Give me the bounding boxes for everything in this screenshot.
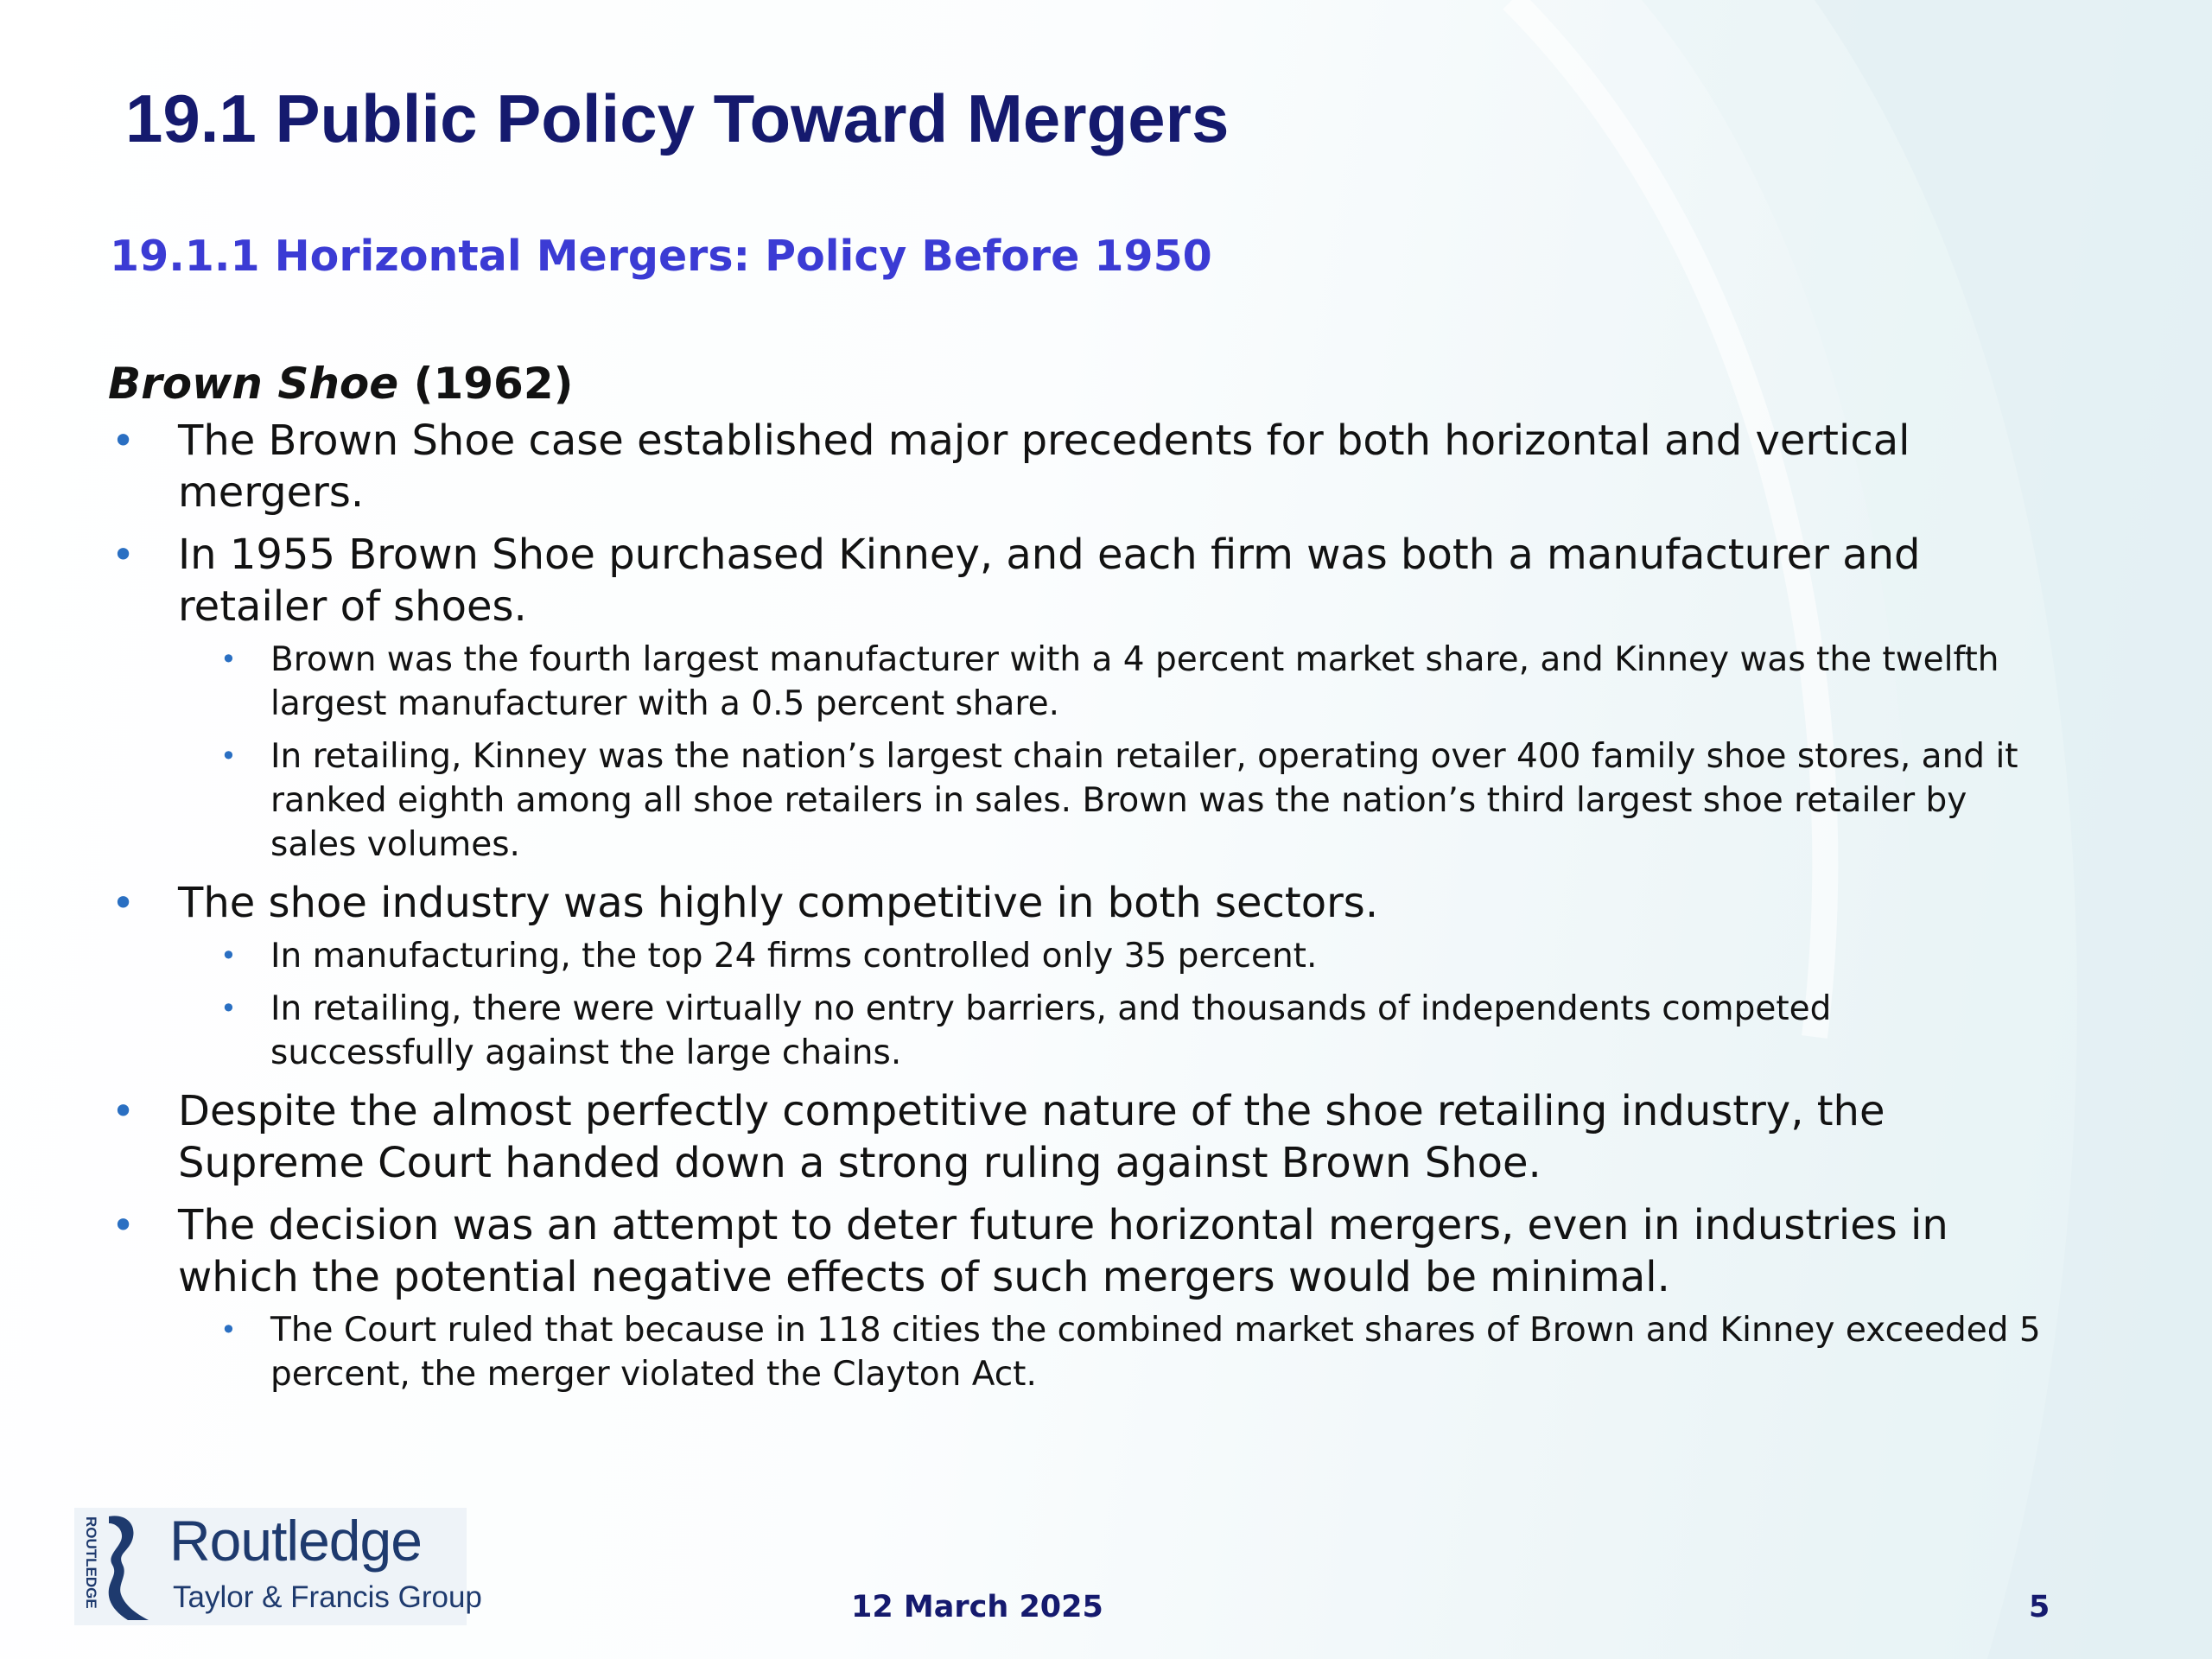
slide-date: 12 March 2025 (851, 1590, 1103, 1624)
bullet-text: The Brown Shoe case established major precedents for both horizontal and vertical mergers. (178, 416, 1910, 517)
bullet-text: In 1955 Brown Shoe purchased Kinney, and each firm was both a manufacturer and retailer of shoes. (178, 531, 1921, 631)
svg-text:ROUTLEDGE: ROUTLEDGE (83, 1516, 99, 1609)
bullet-item (108, 1085, 2044, 1189)
bullet-dot: • (111, 880, 136, 926)
bullet-item (108, 1199, 2044, 1396)
sub-bullet-text: The Court ruled that because in 118 cities the combined market shares of Brown and Kinney exceeded 5 percent, the merger violated the Clayton Act. (270, 1311, 2041, 1394)
bullet-dot: • (111, 1088, 136, 1135)
sub-bullet-text: In retailing, there were virtually no entry barriers, and thousands of independents competed successfully against the large chains. (270, 989, 1832, 1072)
bullet-text: The shoe industry was highly competitive in both sectors. (178, 879, 1379, 927)
page-title: 19.1 Public Policy Toward Mergers (125, 80, 1230, 156)
routledge-emblem-icon (74, 1511, 161, 1624)
sub-bullet-text: In retailing, Kinney was the nation’s largest chain retailer, operating over 400 family shoe stores, and it ranked eighth among all shoe retailers in sales. Brown was the nation’s third largest shoe retailer by sales volumes. (270, 737, 2018, 864)
bullet-text: The decision was an attempt to deter future horizontal mergers, even in industries in which the potential negative effects of such mergers would be minimal. (178, 1201, 1948, 1301)
sub-bullet-dot: • (220, 939, 237, 972)
bullet-item (108, 529, 2044, 867)
bullet-list (108, 415, 2044, 1396)
slide-content (108, 356, 2044, 1407)
case-year: (1962) (398, 359, 574, 409)
sub-bullet-dot: • (220, 740, 237, 772)
bullet-item (108, 415, 2044, 518)
sub-bullet-dot: • (220, 643, 237, 676)
sub-bullet-item (108, 1308, 2044, 1396)
case-name: Brown Shoe (108, 359, 399, 409)
sub-bullet-dot: • (220, 992, 237, 1025)
sub-bullet-list (178, 638, 2044, 867)
bullet-text: Despite the almost perfectly competitive nature of the shoe retailing industry, the Supreme Court handed down a strong ruling against Brown Shoe. (178, 1087, 1885, 1187)
sub-bullet-item (108, 734, 2044, 867)
bullet-item (108, 877, 2044, 1075)
sub-bullet-list (178, 934, 2044, 1075)
sub-bullet-item (108, 638, 2044, 726)
logo-name: Routledge (169, 1509, 422, 1573)
sub-bullet-text: Brown was the fourth largest manufacturer with a 4 percent market share, and Kinney was the twelfth largest manufacturer with a 0.5 percent share. (270, 640, 1999, 723)
bullet-dot: • (111, 531, 136, 578)
bullet-dot: • (111, 1202, 136, 1249)
bullet-dot: • (111, 417, 136, 464)
sub-bullet-item (108, 934, 2044, 978)
sub-bullet-list (178, 1308, 2044, 1396)
sub-bullet-item (108, 987, 2044, 1075)
sub-bullet-dot: • (220, 1313, 237, 1346)
page-number: 5 (2029, 1590, 2050, 1624)
section-subtitle: 19.1.1 Horizontal Mergers: Policy Before 1950 (110, 232, 1212, 281)
case-heading (108, 356, 2044, 411)
publisher-logo (74, 1508, 482, 1625)
logo-subtitle: Taylor & Francis Group (173, 1580, 482, 1614)
sub-bullet-text: In manufacturing, the top 24 firms controlled only 35 percent. (270, 937, 1318, 976)
